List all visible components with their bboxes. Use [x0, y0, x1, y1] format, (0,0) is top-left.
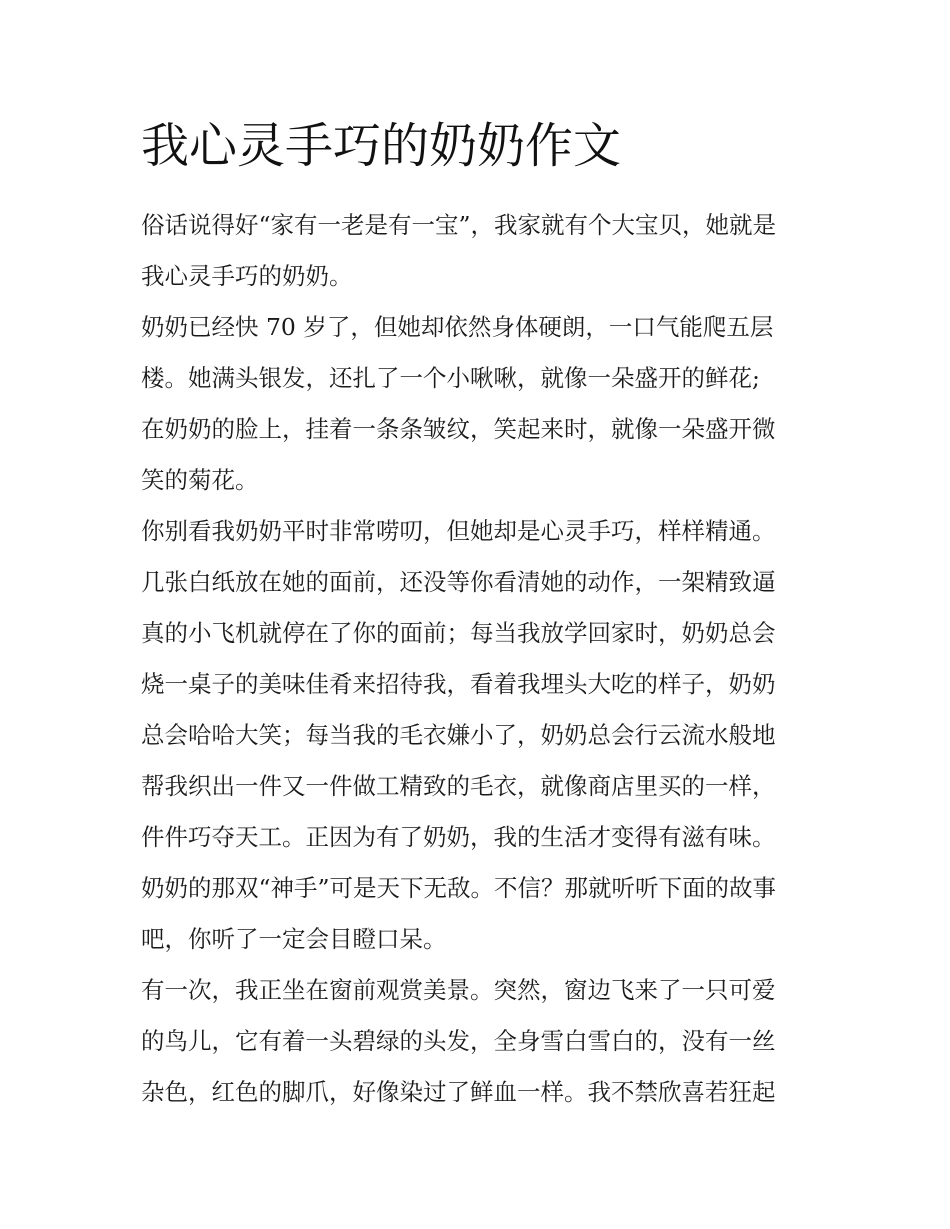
text-line: 有一次，我正坐在窗前观赏美景。突然，窗边飞来了一只可爱: [141, 976, 776, 1004]
text-line: 几张白纸放在她的面前，还没等你看清她的动作，一架精致逼: [141, 568, 776, 596]
text-line: 奶奶的那双“神手”可是天下无敌。不信？那就听听下面的故事: [141, 874, 777, 902]
text-line: 件件巧夺天工。正因为有了奶奶，我的生活才变得有滋有味。: [141, 823, 776, 851]
text-line: 烧一桌子的美味佳肴来招待我，看着我埋头大吃的样子，奶奶: [141, 670, 776, 698]
text-line: 的鸟儿，它有着一头碧绿的头发，全身雪白雪白的，没有一丝: [141, 1027, 776, 1055]
text-line: 我心灵手巧的奶奶。: [141, 262, 353, 290]
text-line: 你别看我奶奶平时非常唠叨，但她却是心灵手巧，样样精通。: [141, 517, 776, 545]
text-line: 总会哈哈大笑；每当我的毛衣嫌小了，奶奶总会行云流水般地: [141, 721, 776, 749]
document-title: 我心灵手巧的奶奶作文: [141, 118, 622, 174]
text-line: 帮我织出一件又一件做工精致的毛衣，就像商店里买的一样，: [141, 772, 776, 800]
text-line: 吧，你听了一定会目瞪口呆。: [141, 925, 447, 953]
text-line: 真的小飞机就停在了你的面前；每当我放学回家时，奶奶总会: [141, 619, 776, 647]
text-line: 杂色，红色的脚爪，好像染过了鲜血一样。我不禁欣喜若狂起: [141, 1078, 776, 1106]
document-body: [141, 200, 813, 1118]
text-line: 俗话说得好“家有一老是有一宝”，我家就有个大宝贝，她就是: [141, 211, 777, 239]
text-line: 楼。她满头银发，还扎了一个小啾啾，就像一朵盛开的鲜花;: [141, 364, 760, 392]
text-line: 在奶奶的脸上，挂着一条条皱纹，笑起来时，就像一朵盛开微: [141, 415, 776, 443]
text-line: 奶奶已经快 70 岁了，但她却依然身体硬朗，一口气能爬五层: [141, 313, 774, 341]
text-line: 笑的菊花。: [141, 466, 259, 494]
